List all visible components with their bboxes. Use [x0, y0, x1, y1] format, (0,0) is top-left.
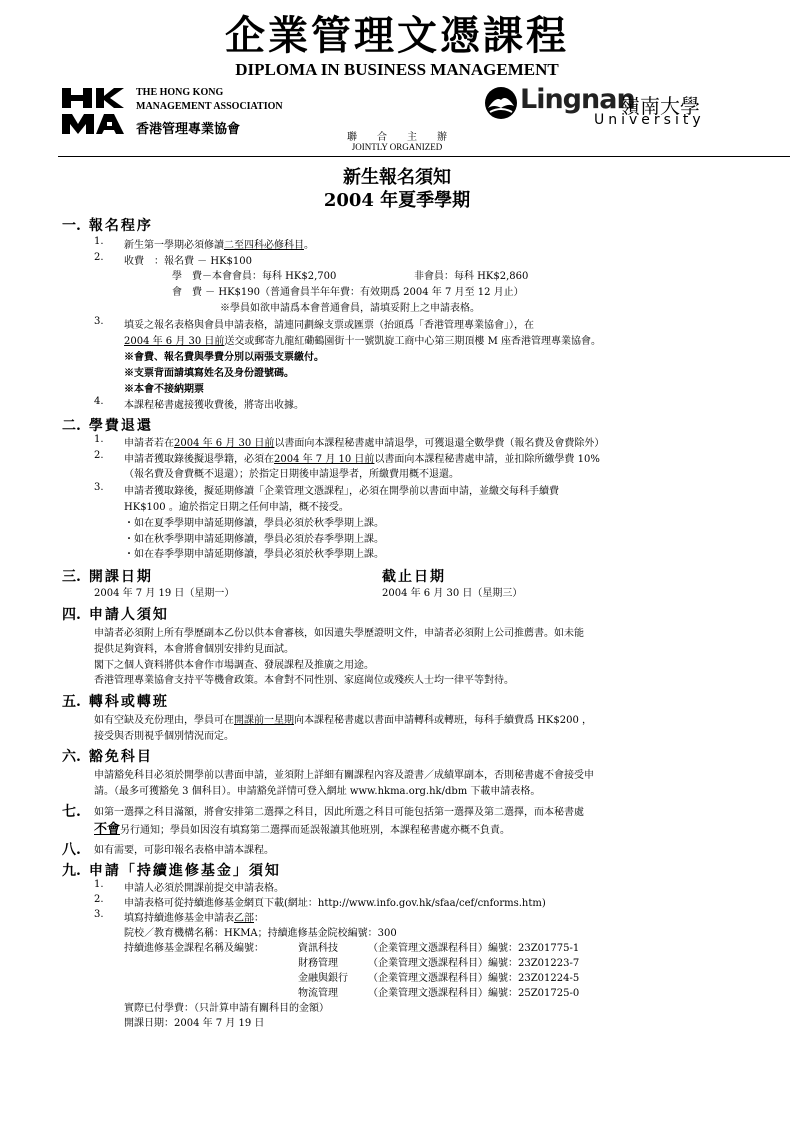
hkma-name-line2: MANAGEMENT ASSOCIATION: [136, 101, 283, 112]
section-8-number: 八.: [62, 842, 81, 858]
s1-item3-line1: 填妥之報名表格與會員申請表格，請連同劃線支票或匯票（抬頭爲「香港管理專業協會」），在: [124, 320, 534, 331]
s7-line1: 如第一選擇之科目滿額，將會安排第二選擇之科目，因此所選之科目可能包括第一選擇及第二選擇，而本秘書處: [94, 807, 584, 818]
section-5-heading: [62, 691, 169, 711]
s9-start-date: 開課日期：2004 年 7 月 19 日: [124, 1018, 265, 1029]
hkma-name-english: [136, 86, 283, 114]
section-title: 報名程序: [88, 218, 153, 234]
joint-char: 合: [377, 132, 387, 143]
section-number: 六.: [62, 749, 81, 765]
s4-line4: 香港管理專業協會支持平等機會政策。本會對不同性別、家庭崗位或殘疾人士均一律平等對待。: [94, 675, 514, 686]
s1-membership-fee: 會 費 － HK$190（普通會員半年年費：有效期爲 2004 年 7 月至 12 月止）: [172, 287, 524, 298]
joint-char: 主: [407, 132, 417, 143]
s2-bullet-autumn: ・如在秋季學期申請延期修讀，學員必須於春季學期上課。: [124, 534, 384, 545]
section-7-number: 七.: [62, 804, 81, 820]
lingnan-university-label: University: [594, 112, 705, 128]
s1-note-id: ※支票背面請填寫姓名及身份證號碼。: [124, 368, 294, 379]
header-divider: [58, 156, 790, 157]
s2-item2-line1: 申請者獲取錄後擬退學籍，必須在2004 年 7 月 10 日前以書面向本課程秘書處申請，並扣除所繳學費 10%: [124, 454, 600, 465]
s2-item3-line2: HK$100 。逾於指定日期之任何申請，概不接受。: [124, 502, 349, 513]
s9-course-name: 財務管理: [298, 958, 338, 969]
s9-course-name: 物流管理: [298, 988, 338, 999]
item-number: 1.: [94, 879, 104, 890]
joint-char: 聯: [347, 132, 357, 143]
s6-line2: 請。（最多可獲豁免 3 個科目）。申請豁免詳情可登入網址 www.hkma.org.hk/dbm 下載申請表格。: [94, 786, 541, 797]
s6-line1: 申請豁免科目必須於開學前以書面申請，並須附上詳細有關課程內容及證書／成績單副本，否則秘書處不會接受申: [94, 770, 594, 781]
s1-item1: 新生第一學期必須修讀二至四科必修科目。: [124, 240, 314, 251]
s7-line2: 不會另行通知；學員如因沒有填寫第二選擇而延誤報讀其他班別，本課程秘書處亦概不負責。: [94, 822, 511, 837]
s9-course-label: 持續進修基金課程名稱及編號：: [124, 943, 264, 954]
section-4-heading: [62, 604, 169, 624]
s1-membership-note: ※學員如欲申請爲本會普通會員，請填妥附上之申請表格。: [220, 303, 480, 314]
s1-item2-fee: 收費 ：報名費 － HK$100: [124, 256, 252, 267]
item-number: 2.: [94, 450, 104, 461]
item-number: 3.: [94, 482, 104, 493]
course-start-date: 2004 年 7 月 19 日（星期一）: [94, 588, 235, 599]
section-title: 申請人須知: [88, 607, 169, 623]
jointly-organized-chinese: [0, 128, 794, 143]
item-number: 1.: [94, 434, 104, 445]
section-title: 學費退還: [88, 418, 153, 434]
s9-course-code: （企業管理文憑課程科目）編號：23Z01223-7: [368, 958, 580, 969]
lingnan-logo-emblem: [484, 86, 518, 120]
s1-item4: 本課程秘書處接獲收費後，將寄出收據。: [124, 400, 304, 411]
s9-school-info: 院校／教育機構名稱：HKMA；持續進修基金院校編號：300: [124, 928, 397, 939]
s1-note-postdated: ※本會不接納期票: [124, 384, 204, 395]
section-number: 四.: [62, 607, 81, 623]
s5-line1: 如有空缺及充份理由，學員可在開課前一星期向本課程秘書處以書面申請轉科或轉班，每科手續費爲 HK$200 ，: [94, 715, 592, 726]
s1-tuition-nonmember: 非會員：每科 HK$2,860: [414, 271, 529, 282]
jointly-organized-english: JOINTLY ORGANIZED: [351, 142, 443, 152]
s9-item3: 填寫持續進修基金申請表乙部：: [124, 913, 264, 924]
section-title: 轉科或轉班: [88, 694, 169, 710]
section-title: 豁免科目: [88, 749, 153, 765]
s2-item2-line2: （報名費及會費概不退還）；於指定日期後申請退學者，所繳費用概不退還。: [124, 469, 459, 480]
s8-line1: 如有需要，可影印報名表格申請本課程。: [94, 845, 274, 856]
hkma-name-line1: THE HONG KONG: [136, 87, 224, 98]
section-number: 九.: [62, 863, 81, 879]
s2-bullet-spring: ・如在春季學期申請延期修讀，學員必須於秋季學期上課。: [124, 549, 384, 560]
document-title: 企業管理文憑課程: [225, 12, 569, 59]
section-1-heading: [62, 215, 153, 235]
s9-course-code: （企業管理文憑課程科目）編號：23Z01775-1: [368, 943, 580, 954]
section-3-heading: [62, 566, 153, 586]
section-number: 二.: [62, 418, 81, 434]
s4-line2: 提供足夠資料，本會將會個別安排約見面試。: [94, 644, 294, 655]
s9-item1: 申請人必須於開課前提交申請表格。: [124, 883, 284, 894]
s4-line3: 閣下之個人資料將供本會作市場調查、發展課程及推廣之用途。: [94, 660, 374, 671]
s9-course-code: （企業管理文憑課程科目）編號：25Z01725-0: [368, 988, 580, 999]
item-number: 2.: [94, 894, 104, 905]
notice-term: 2004 年夏季學期: [323, 190, 471, 211]
s5-line2: 接受與否則視乎個別情況而定。: [94, 731, 234, 742]
section-number: 一.: [62, 218, 81, 234]
item-number: 3.: [94, 909, 104, 920]
s9-item2: 申請表格可從持續進修基金網頁下載(網址：http://www.info.gov.hk/sfaa/cef/cnforms.htm): [124, 898, 546, 909]
item-number: 2.: [94, 252, 104, 263]
item-number: 1.: [94, 236, 104, 247]
s1-note-cheques: ※會費、報名費與學費分別以兩張支票繳付。: [124, 352, 324, 363]
item-number: 3.: [94, 316, 104, 327]
s2-item3-line1: 申請者獲取錄後，擬延期修讀「企業管理文憑課程」，必須在開學前以書面申請，並繳交每科手續費: [124, 486, 559, 497]
s1-tuition-member: 學 費－本會會員：每科 HK$2,700: [172, 271, 337, 282]
hkma-name-chinese: 香港管理專業協會: [136, 122, 241, 137]
joint-char: 辦: [437, 132, 447, 143]
section-number: 五.: [62, 694, 81, 710]
s1-item3-line2: 2004 年 6 月 30 日前送交或郵寄九龍紅磡鶴園街十一號凱旋工商中心第三期頂樓 M 座香港管理專業協會。: [124, 336, 602, 347]
section-2-heading: [62, 415, 153, 435]
s9-fee-note: 實際已付學費：（只計算申請有關科目的金額）: [124, 1003, 329, 1014]
notice-title: 新生報名須知: [343, 167, 451, 188]
section-title: 申請「持續進修基金」須知: [88, 863, 281, 879]
lingnan-name: Lingnan: [520, 84, 635, 115]
document-title-english: DIPLOMA IN BUSINESS MANAGEMENT: [235, 60, 559, 79]
s2-bullet-summer: ・如在夏季學期申請延期修讀，學員必須於秋季學期上課。: [124, 518, 384, 529]
section-title: 開課日期: [88, 569, 153, 585]
lingnan-name-chinese: 嶺南大學: [620, 94, 700, 118]
s2-item1: 申請者若在2004 年 6 月 30 日前以書面向本課程秘書處申請退學，可獲退還全數學費（報名費及會費除外）: [124, 438, 605, 449]
application-deadline: 2004 年 6 月 30 日（星期三）: [382, 588, 523, 599]
s9-course-name: 資訊科技: [298, 943, 338, 954]
item-number: 4.: [94, 396, 104, 407]
deadline-heading: 截止日期: [382, 569, 446, 585]
s9-course-name: 金融與銀行: [298, 973, 348, 984]
section-9-heading: [62, 860, 281, 880]
section-number: 三.: [62, 569, 81, 585]
s4-line1: 申請者必須附上所有學歷副本乙份以供本會審核，如因遺失學歷證明文件，申請者必須附上公司推薦書。如未能: [94, 628, 584, 639]
section-6-heading: [62, 746, 153, 766]
s9-course-code: （企業管理文憑課程科目）編號：23Z01224-5: [368, 973, 580, 984]
